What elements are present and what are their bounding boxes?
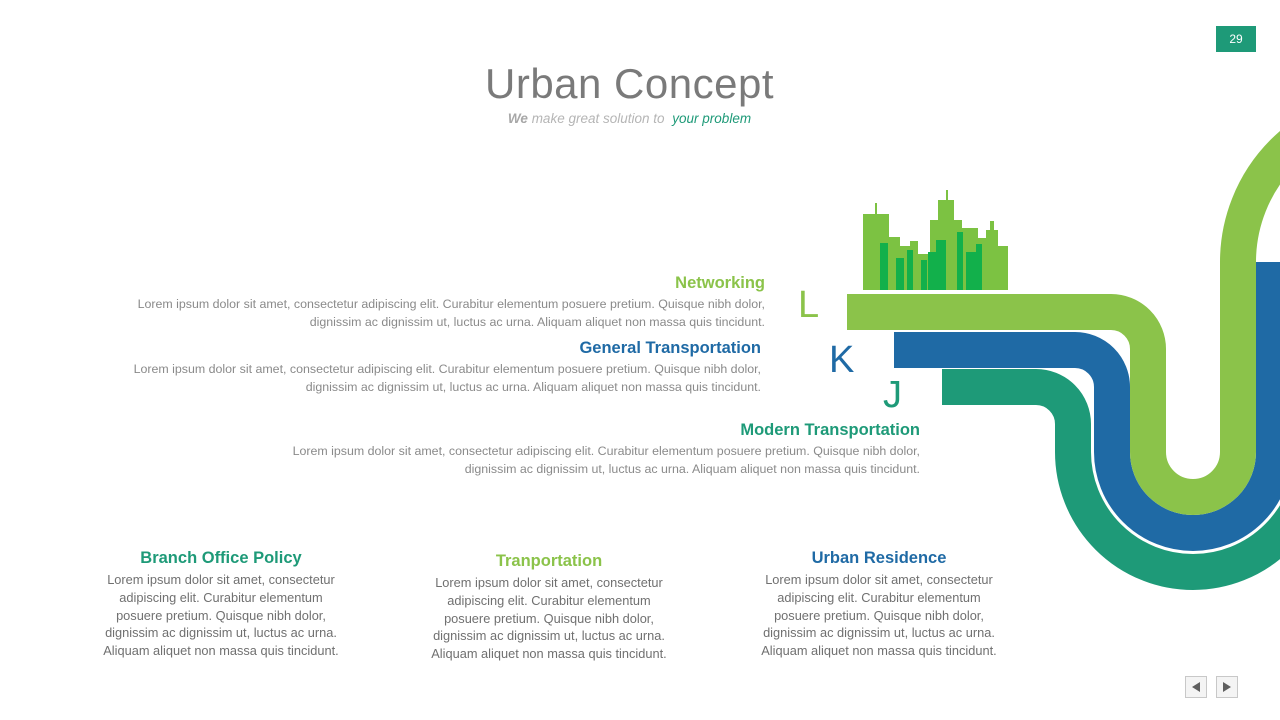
subtitle-we: We: [507, 111, 528, 126]
slide-title: Urban Concept: [485, 60, 774, 107]
branch-office-policy-text: Lorem ipsum dolor sit amet, consectetur adipiscing elit. Curabitur elementum posuere pretium. Quisque nibh dolor, dignissim ac dignissim ut, luctus ac urna. Aliquam aliquet non massa quis tincidunt.: [103, 572, 339, 659]
tranportation-text: Lorem ipsum dolor sit amet, consectetur adipiscing elit. Curabitur elementum posuere pretium. Quisque nibh dolor, dignissim ac dignissim ut, luctus ac urna. Aliquam aliquet non massa quis tincidunt.: [431, 575, 667, 662]
networking-block: [120, 274, 765, 331]
prev-slide-button[interactable]: [1185, 676, 1207, 698]
general-transportation-block: [116, 339, 761, 396]
triangle-left-icon: [1190, 681, 1202, 693]
modern-transportation-title: Modern Transportation: [740, 421, 920, 439]
slide-subtitle: [0, 111, 1259, 126]
networking-title: Networking: [675, 274, 765, 292]
page-number-badge: 29: [1216, 26, 1256, 52]
branch-office-policy-column: [96, 549, 346, 660]
general-transportation-text: Lorem ipsum dolor sit amet, consectetur adipiscing elit. Curabitur elementum posuere pretium. Quisque nibh dolor, dignissim ac dignissim ut, luctus ac urna. Aliquam aliquet non massa quis tincidunt.: [133, 362, 761, 394]
letter-j-marker: J: [883, 374, 902, 416]
letter-k-marker: K: [829, 339, 855, 381]
city-skyline-icon: [863, 190, 1008, 290]
modern-transportation-text: Lorem ipsum dolor sit amet, consectetur adipiscing elit. Curabitur elementum posuere pretium. Quisque nibh dolor, dignissim ac dignissim ut, luctus ac urna. Aliquam aliquet non massa quis tincidunt.: [292, 444, 920, 476]
subtitle-text: make great solution to: [531, 111, 665, 126]
tranportation-column: [424, 552, 674, 663]
branch-office-policy-title: Branch Office Policy: [140, 549, 302, 567]
general-transportation-title: General Transportation: [579, 339, 761, 357]
triangle-right-icon: [1221, 681, 1233, 693]
urban-residence-text: Lorem ipsum dolor sit amet, consectetur adipiscing elit. Curabitur elementum posuere pretium. Quisque nibh dolor, dignissim ac dignissim ut, luctus ac urna. Aliquam aliquet non massa quis tincidunt.: [761, 572, 997, 659]
next-slide-button[interactable]: [1216, 676, 1238, 698]
urban-residence-column: [754, 549, 1004, 660]
urban-residence-title: Urban Residence: [811, 549, 947, 567]
networking-text: Lorem ipsum dolor sit amet, consectetur adipiscing elit. Curabitur elementum posuere pretium. Quisque nibh dolor, dignissim ac dignissim ut, luctus ac urna. Aliquam aliquet non massa quis tincidunt.: [137, 297, 765, 329]
letter-l-marker: L: [798, 284, 820, 326]
tranportation-title: Tranportation: [495, 552, 603, 570]
subtitle-highlight: your problem: [672, 111, 752, 126]
modern-transportation-block: [275, 421, 920, 478]
